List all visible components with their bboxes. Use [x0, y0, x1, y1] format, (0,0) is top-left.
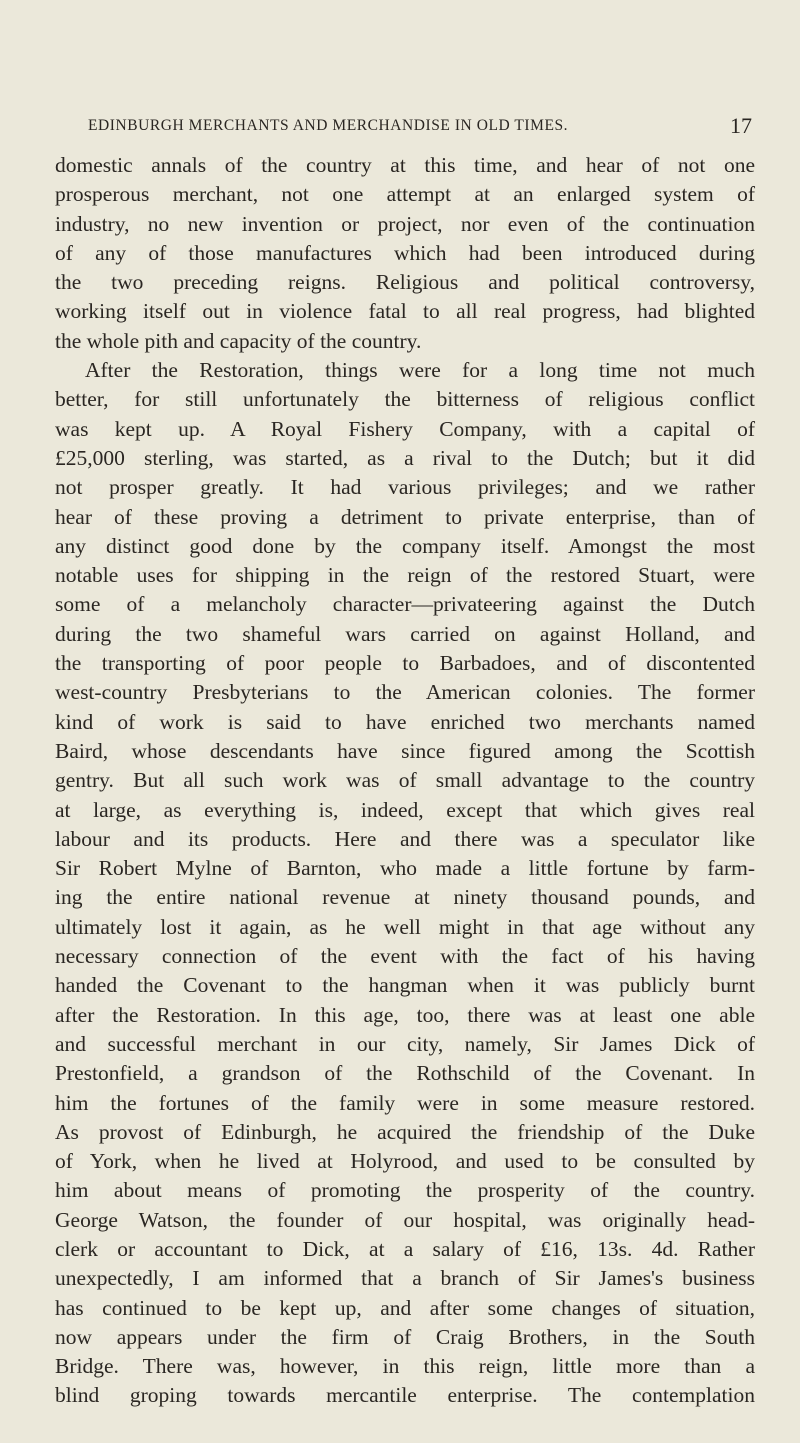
text-line: notable uses for shipping in the reign of the restored Stuart, were	[55, 563, 755, 588]
text-line: west-country Presbyterians to the American colonies. The former	[55, 680, 755, 705]
text-line: of York, when he lived at Holyrood, and used to be consulted by	[55, 1149, 755, 1174]
text-line: As provost of Edinburgh, he acquired the friendship of the Duke	[55, 1119, 755, 1144]
text-line: domestic annals of the country at this time, and hear of not one	[55, 153, 755, 177]
text-line: now appears under the firm of Craig Brothers, in the South	[55, 1324, 755, 1349]
text-line: better, for still unfortunately the bitterness of religious conflict	[55, 387, 755, 412]
text-line: during the two shameful wars carried on against Holland, and	[55, 621, 755, 646]
body-text	[55, 151, 755, 1411]
text-line: ultimately lost it again, as he well might in that age without any	[55, 914, 755, 939]
text-line: some of a melancholy character—privateering against the Dutch	[55, 592, 755, 617]
text-line: clerk or accountant to Dick, at a salary of £16, 13s. 4d. Rather	[55, 1236, 755, 1261]
text-line: and successful merchant in our city, namely, Sir James Dick of	[55, 1031, 755, 1056]
text-line: George Watson, the founder of our hospital, was originally head-	[55, 1207, 755, 1232]
text-line: necessary connection of the event with the fact of his having	[55, 944, 755, 969]
text-line: handed the Covenant to the hangman when it was publicly burnt	[55, 973, 755, 998]
text-line: was kept up. A Royal Fishery Company, with a capital of	[55, 416, 755, 441]
text-line: Bridge. There was, however, in this reign, little more than a	[55, 1354, 755, 1379]
text-line: not prosper greatly. It had various privileges; and we rather	[55, 475, 755, 500]
text-line: unexpectedly, I am informed that a branch of Sir James's business	[55, 1266, 755, 1291]
text-line: Baird, whose descendants have since figured among the Scottish	[55, 738, 755, 763]
text-line: of any of those manufactures which had been introduced during	[55, 240, 755, 265]
text-line: kind of work is said to have enriched two merchants named	[55, 709, 755, 734]
text-line: Prestonfield, a grandson of the Rothschild of the Covenant. In	[55, 1061, 755, 1086]
text-line: any distinct good done by the company itself. Amongst the most	[55, 533, 755, 558]
text-line: at large, as everything is, indeed, except that which gives real	[55, 797, 755, 822]
text-line: industry, no new invention or project, nor even of the continuation	[55, 211, 755, 236]
text-line: has continued to be kept up, and after some changes of situation,	[55, 1295, 755, 1320]
running-title: EDINBURGH MERCHANTS AND MERCHANDISE IN OLD TIMES.	[88, 117, 569, 134]
text-line: after the Restoration. In this age, too, there was at least one able	[55, 1002, 755, 1027]
text-line: working itself out in violence fatal to all real progress, had blighted	[55, 299, 755, 324]
text-line: gentry. But all such work was of small advantage to the country	[55, 768, 755, 793]
text-line: him the fortunes of the family were in some measure restored.	[55, 1090, 755, 1115]
text-line: blind groping towards mercantile enterprise. The contemplation	[55, 1383, 755, 1408]
text-line: hear of these proving a detriment to private enterprise, than of	[55, 504, 755, 529]
text-line: the transporting of poor people to Barbadoes, and of discontented	[55, 651, 755, 676]
text-line: prosperous merchant, not one attempt at an enlarged system of	[55, 182, 755, 207]
text-line: £25,000 sterling, was started, as a rival to the Dutch; but it did	[55, 445, 755, 470]
page-number: 17	[730, 113, 752, 138]
text-line: him about means of promoting the prosperity of the country.	[55, 1178, 755, 1203]
text-line: Sir Robert Mylne of Barnton, who made a little fortune by farm-	[55, 856, 755, 881]
text-line: ing the entire national revenue at ninety thousand pounds, and	[55, 885, 755, 910]
text-line: labour and its products. Here and there was a speculator like	[55, 826, 755, 851]
running-head	[0, 114, 800, 138]
text-line: the whole pith and capacity of the country.	[55, 328, 422, 353]
text-line: the two preceding reigns. Religious and political controversy,	[55, 270, 755, 295]
text-line: After the Restoration, things were for a long time not much	[85, 358, 755, 383]
